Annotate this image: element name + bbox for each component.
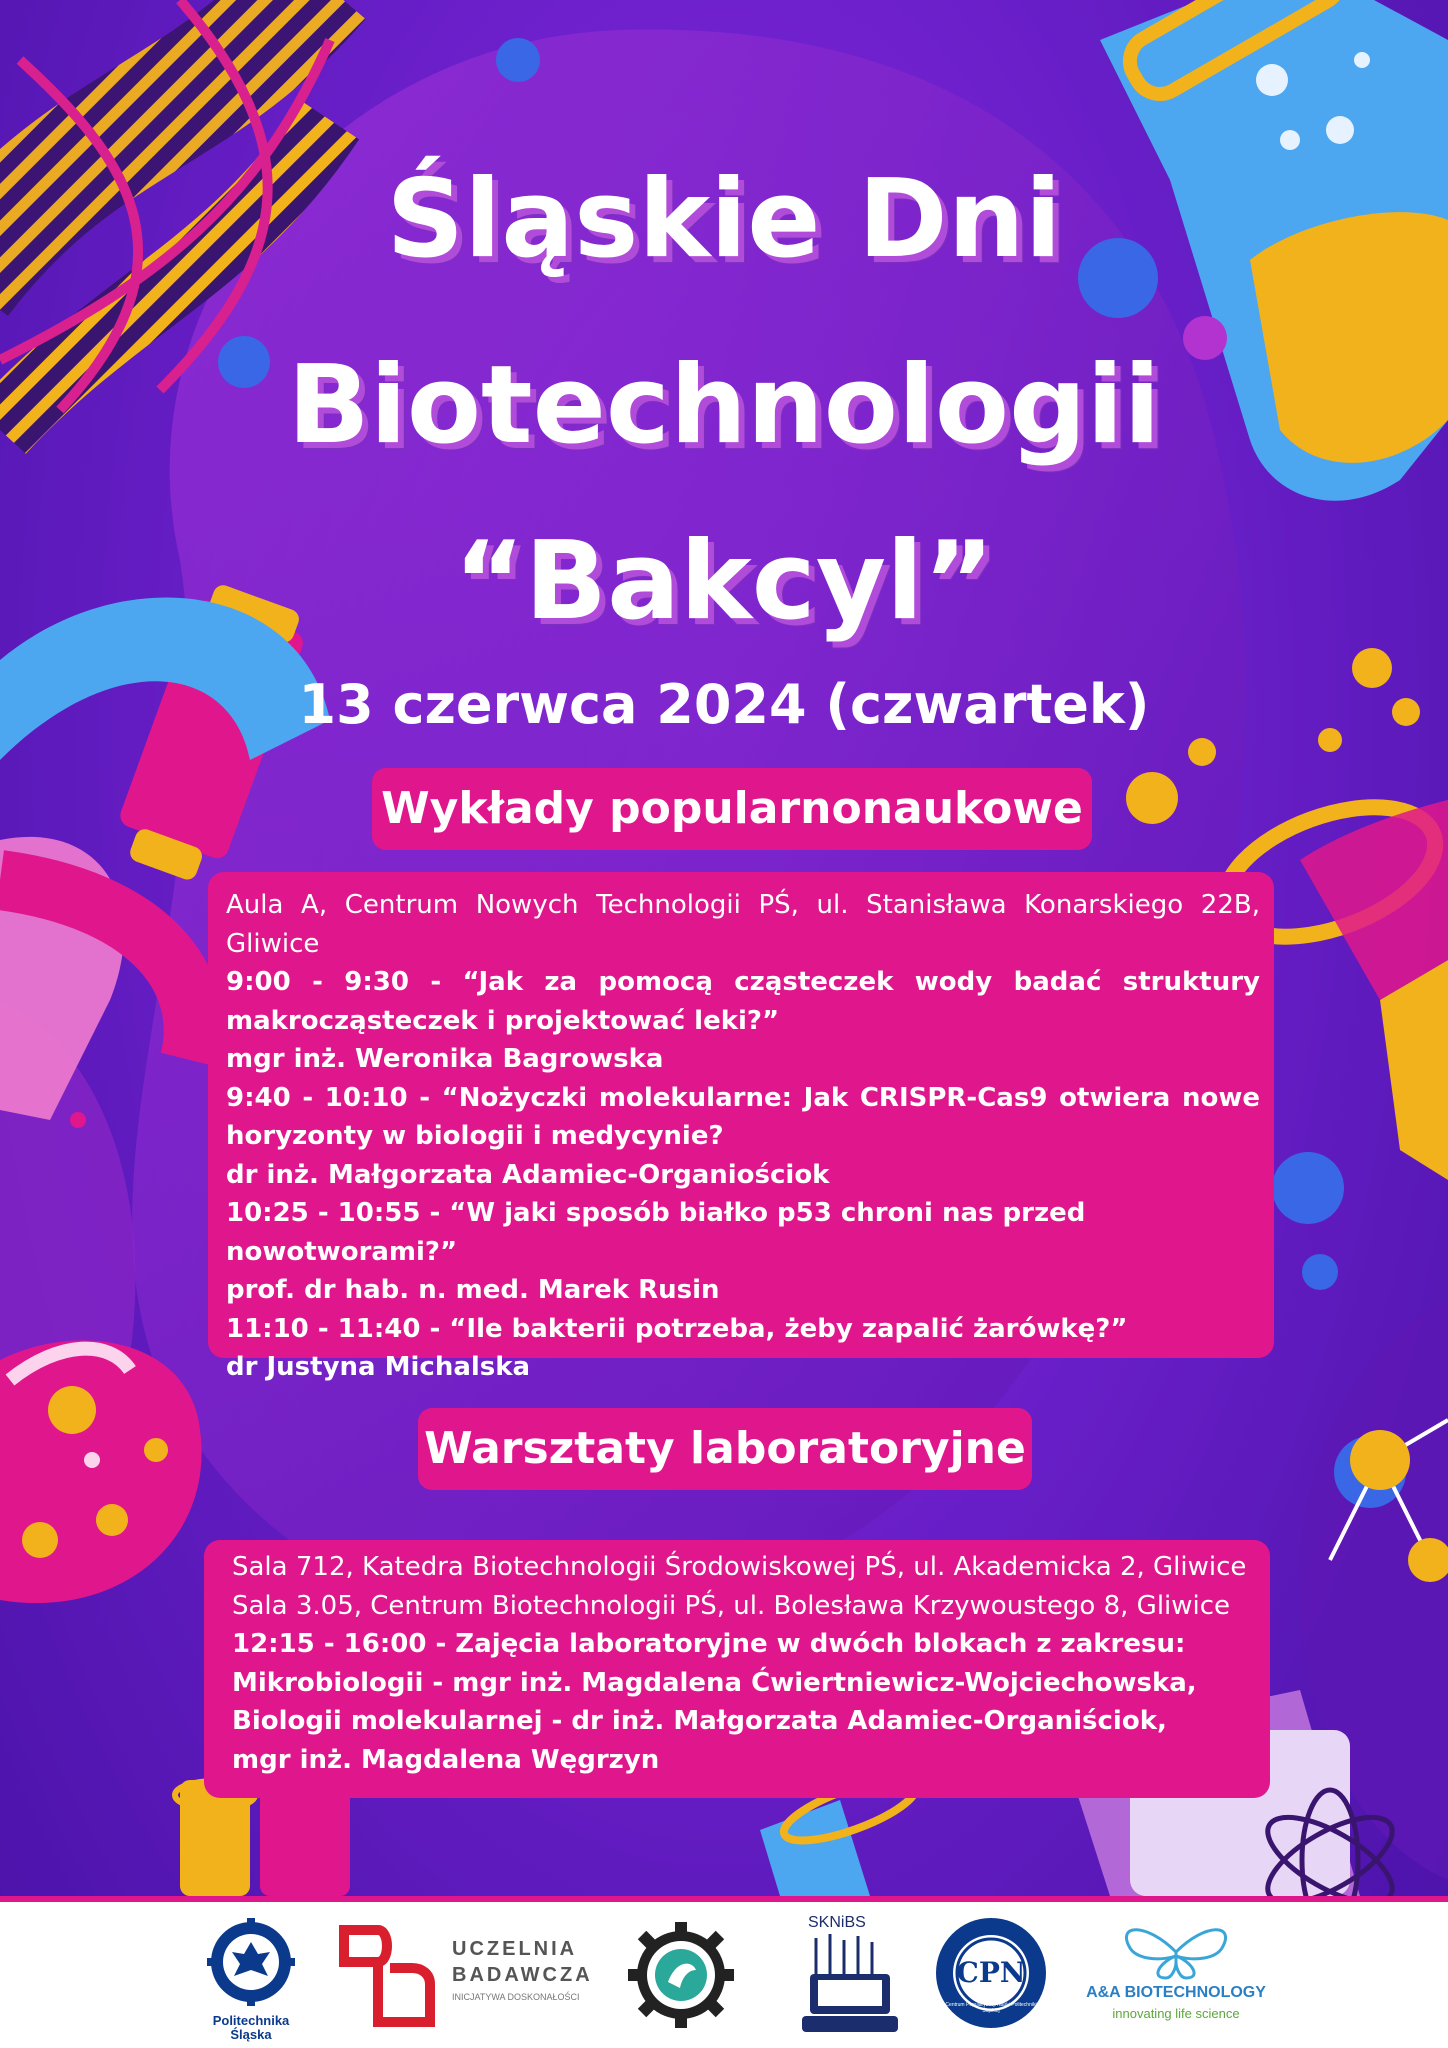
lecture-4-speaker: dr Justyna Michalska <box>226 1352 531 1382</box>
lecture-1-title-b: makrocząsteczek i projektować leki?” <box>226 1005 780 1036</box>
workshops-line-3: Biologii molekularnej - dr inż. Małgorzata Adamiec-Organiściok, <box>232 1706 1167 1736</box>
workshops-venue-line-1: Sala 712, Katedra Biotechnologii Środowiskowej PŚ, ul. Akademicka 2, Gliwice <box>232 1552 1247 1582</box>
aa-line-2: innovating life science <box>1112 2006 1240 2021</box>
cpn-logo <box>934 1916 1048 2030</box>
gear-icon <box>626 1920 736 2030</box>
laptop-icon <box>796 1934 906 2038</box>
lectures-venue-line-2: Gliwice <box>226 928 320 959</box>
ub-line-3: INICJATYWA DOSKONAŁOŚCI <box>452 1992 580 2002</box>
gear-logo <box>626 1920 736 2030</box>
lectures-venue-line-1: Aula A, Centrum Nowych Technologii PŚ, ul. Stanisława Konarskiego 22B, <box>226 890 1260 920</box>
sknibs-logo <box>796 1910 906 2038</box>
section-heading-workshops: Warsztaty laboratoryjne <box>418 1408 1032 1490</box>
lecture-1-title-a: 9:00 - 9:30 - “Jak za pomocą cząsteczek wody badać struktury <box>226 967 1260 997</box>
lecture-4-title: 11:10 - 11:40 - “Ile bakterii potrzeba, żeby zapalić żarówkę?” <box>226 1313 1128 1344</box>
butterfly-icon <box>1076 1922 1276 1982</box>
lectures-box <box>208 872 1274 1382</box>
workshops-line-4: mgr inż. Magdalena Węgrzyn <box>232 1744 660 1775</box>
footer-logos <box>0 1902 1448 2048</box>
event-date: 13 czerwca 2024 (czwartek) <box>298 673 1150 736</box>
lecture-3-title: 10:25 - 10:55 - “W jaki sposób białko p53 chroni nas przed nowotworami?” <box>226 1198 1086 1267</box>
lecture-2-title-b: horyzonty w biologii i medycynie? <box>226 1121 724 1151</box>
ub-line-2: BADAWCZA <box>452 1964 593 1986</box>
lecture-2-speaker: dr inż. Małgorzata Adamiec-Organiościok <box>226 1159 830 1190</box>
lecture-1-speaker: mgr inż. Weronika Bagrowska <box>226 1044 664 1074</box>
sknibs-label: SKNiBS <box>808 1914 866 1931</box>
ub-line-1: UCZELNIA <box>452 1938 578 1960</box>
workshops-time: 12:15 - 16:00 - Zajęcia laboratoryjne w dwóch blokach z zakresu: <box>232 1629 1186 1659</box>
aa-biotechnology-logo <box>1076 1922 1276 2032</box>
workshops-box <box>204 1540 1270 1798</box>
title-line-2: Biotechnologii <box>287 343 1161 468</box>
uczelnia-badawcza-logo <box>334 1922 604 2032</box>
workshops-line-2: Mikrobiologii - mgr inż. Magdalena Ćwiertniewicz-Wojciechowska, <box>232 1667 1197 1698</box>
polsl-emblem-icon <box>206 1918 296 2014</box>
bacteria-icon <box>0 1340 202 1603</box>
ub-mark-icon <box>334 1922 444 2032</box>
cpn-label: Centrum Popularyzacji Nauki Politechniki Śląskiej <box>945 2002 1037 2014</box>
workshops-venue-line-2: Sala 3.05, Centrum Biotechnologii PŚ, ul. Bolesława Krzywoustego 8, Gliwice <box>232 1590 1231 1621</box>
polsl-label: Politechnika Śląska <box>212 2013 290 2042</box>
polsl-logo <box>206 1918 296 2044</box>
aa-line-1: A&A BIOTECHNOLOGY <box>1086 1984 1266 2001</box>
section-heading-lectures: Wykłady popularnonaukowe <box>372 768 1092 850</box>
lecture-3-speaker: prof. dr hab. n. med. Marek Rusin <box>226 1275 720 1305</box>
cpn-mark: CPN <box>956 1956 1026 1989</box>
title-line-1: Śląskie Dni <box>386 157 1062 282</box>
lecture-2-title-a: 9:40 - 10:10 - “Nożyczki molekularne: Jak CRISPR-Cas9 otwiera nowe <box>226 1082 1260 1113</box>
title-line-3: “Bakcyl” <box>453 519 995 644</box>
